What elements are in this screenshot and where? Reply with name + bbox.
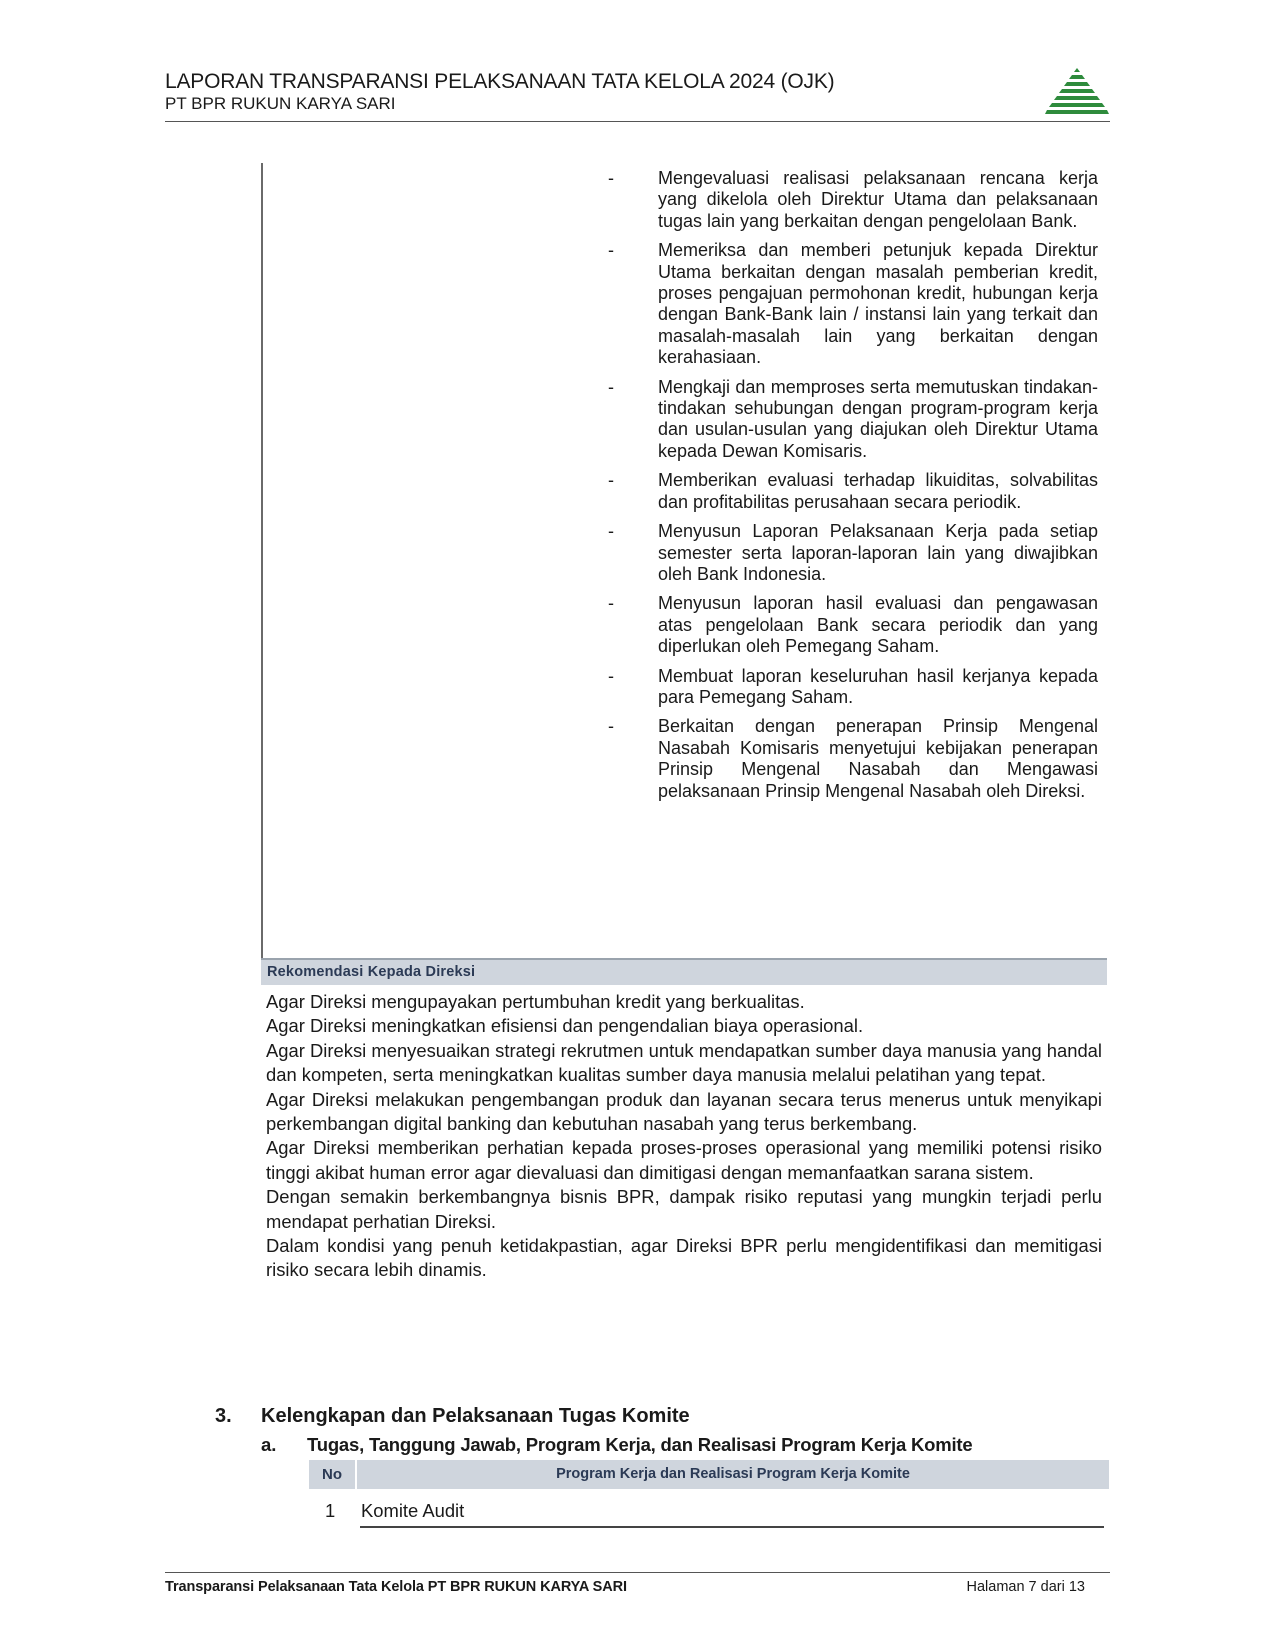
list-item [608, 666, 1098, 709]
recommendation-item: Agar Direksi memberikan perhatian kepada proses-proses operasional yang memiliki potensi risiko tinggi akibat human error agar dievaluasi dan dimitigasi dengan memanfaatkan sarana sistem. [266, 1137, 1102, 1183]
recommendation-item: Dengan semakin berkembangnya bisnis BPR, dampak risiko reputasi yang mungkin terjadi perlu mendapat perhatian Direksi. [266, 1186, 1102, 1232]
recommendation-item: Agar Direksi menyesuaikan strategi rekrutmen untuk mendapatkan sumber daya manusia yang handal dan kompeten, serta meningkatkan kualitas sumber daya manusia melalui pelatihan yang tepat. [266, 1039, 1102, 1086]
duty-text: Menyusun laporan hasil evaluasi dan pengawasan atas pengelolaan Bank secara periodik dan yang diperlukan oleh Pemegang Saham. [658, 593, 1098, 657]
bullet-dash: - [608, 240, 614, 261]
table-row-label: Komite Audit [361, 1500, 465, 1521]
list-item [608, 593, 1098, 657]
recommendation-heading: Rekomendasi Kepada Direksi [267, 964, 476, 980]
section-title: Kelengkapan dan Pelaksanaan Tugas Komite [261, 1405, 690, 1427]
footer-divider [165, 1572, 1110, 1573]
duty-text: Memeriksa dan memberi petunjuk kepada Direktur Utama berkaitan dengan masalah pemberian kredit, proses pengajuan permohonan kredit, hubungan kerja dengan Bank-Bank lain / instansi lain yang terkait dan masalah-masalah lain yang berkaitan dengan kerahasiaan. [658, 240, 1098, 368]
table-row-divider [360, 1526, 1104, 1528]
company-logo-icon [1045, 68, 1109, 116]
column-header-no: No [322, 1466, 342, 1483]
recommendation-item: Agar Direksi mengupayakan pertumbuhan kredit yang berkualitas. [266, 991, 805, 1012]
page-header [165, 70, 1110, 114]
bullet-dash: - [608, 470, 614, 491]
bullet-dash: - [608, 716, 614, 737]
footer-document-name: Transparansi Pelaksanaan Tata Kelola PT BPR RUKUN KARYA SARI [165, 1579, 627, 1595]
bullet-dash: - [608, 521, 614, 542]
bullet-dash: - [608, 593, 614, 614]
header-divider [165, 121, 1110, 122]
subsection-number: a. [261, 1434, 277, 1455]
duty-text: Berkaitan dengan penerapan Prinsip Mengenal Nasabah Komisaris menyetujui kebijakan penerapan Prinsip Mengenal Nasabah dan Mengawasi pelaksanaan Prinsip Mengenal Nasabah oleh Direksi. [658, 716, 1098, 801]
list-item [608, 521, 1098, 585]
list-item [608, 168, 1098, 232]
duty-text: Membuat laporan keseluruhan hasil kerjanya kepada para Pemegang Saham. [658, 665, 1098, 707]
company-name: PT BPR RUKUN KARYA SARI [165, 94, 396, 113]
committee-table-header [309, 1460, 1109, 1489]
duty-text: Menyusun Laporan Pelaksanaan Kerja pada setiap semester serta laporan-laporan lain yang diwajibkan oleh Bank Indonesia. [658, 521, 1098, 584]
duties-list [608, 168, 1098, 810]
bullet-dash: - [608, 376, 614, 397]
list-item [608, 377, 1098, 463]
duty-text: Mengevaluasi realisasi pelaksanaan rencana kerja yang dikelola oleh Direktur Utama dan pelaksanaan tugas lain yang berkaitan dengan pengelolaan Bank. [658, 168, 1098, 231]
subsection-title: Tugas, Tanggung Jawab, Program Kerja, dan Realisasi Program Kerja Komite [307, 1434, 973, 1455]
section-number: 3. [215, 1405, 232, 1427]
list-item [608, 470, 1098, 513]
column-header-program: Program Kerja dan Realisasi Program Kerja Komite [556, 1466, 910, 1482]
bullet-dash: - [608, 168, 614, 188]
table-row-number: 1 [325, 1500, 336, 1521]
table-left-border [261, 163, 263, 958]
recommendation-heading-bar [261, 958, 1107, 985]
duty-text: Mengkaji dan memproses serta memutuskan tindakan-tindakan sehubungan dengan program-program kerja dan usulan-usulan yang diajukan oleh Direktur Utama kepada Dewan Komisaris. [658, 376, 1098, 461]
recommendation-list [266, 990, 1102, 1283]
recommendation-item: Agar Direksi melakukan pengembangan produk dan layanan secara terus menerus untuk menyikapi perkembangan digital banking dan kebutuhan nasabah yang terus berkembang. [266, 1088, 1102, 1135]
duty-text: Memberikan evaluasi terhadap likuiditas, solvabilitas dan profitabilitas perusahaan secara periodik. [658, 470, 1098, 512]
page-number: Halaman 7 dari 13 [966, 1579, 1085, 1595]
list-item [608, 716, 1098, 802]
bullet-dash: - [608, 665, 614, 686]
report-title: LAPORAN TRANSPARANSI PELAKSANAAN TATA KELOLA 2024 (OJK) [165, 70, 835, 93]
list-item [608, 240, 1098, 368]
recommendation-item: Agar Direksi meningkatkan efisiensi dan pengendalian biaya operasional. [266, 1015, 864, 1037]
recommendation-item: Dalam kondisi yang penuh ketidakpastian, agar Direksi BPR perlu mengidentifikasi dan memitigasi risiko secara lebih dinamis. [266, 1235, 1102, 1281]
